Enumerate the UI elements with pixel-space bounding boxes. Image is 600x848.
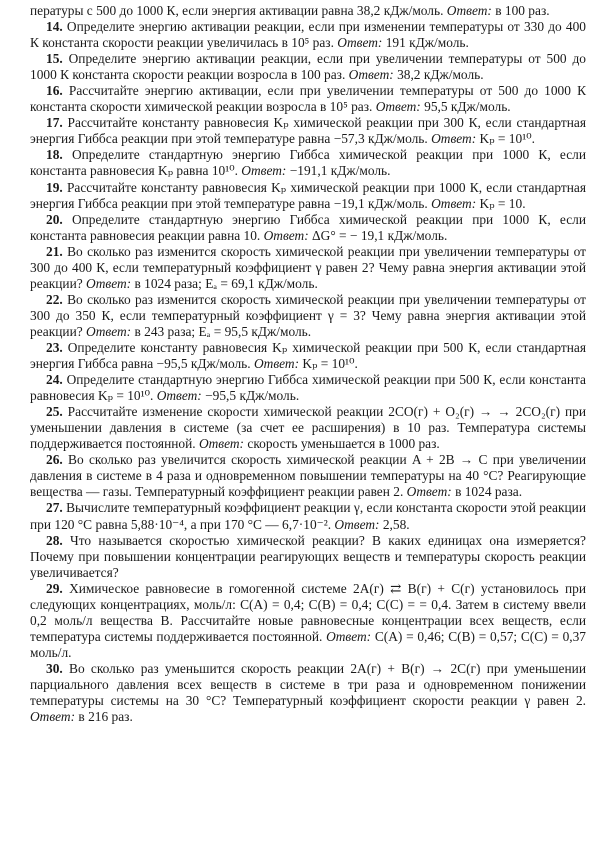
answer-label: Ответ: — [337, 35, 383, 51]
problem-number: 23. — [46, 339, 63, 355]
problem-23 — [30, 340, 586, 372]
answer-label: Ответ: — [348, 67, 394, 83]
problem-number: 30. — [46, 660, 63, 676]
answer-value: скорость уменьшается в 1000 раз. — [244, 436, 440, 452]
answer-value: Kₚ = 10¹⁰. — [299, 356, 358, 372]
problem-19 — [30, 180, 586, 212]
answer-value: ΔG° = − 19,1 кДж/моль. — [308, 227, 448, 243]
answer-value: в 1024 раза; Eₐ = 69,1 кДж/моль. — [131, 275, 318, 291]
answer-value: 38,2 кДж/моль. — [393, 67, 484, 83]
problem-text: Определите стандартную энергию Гиббса химической реакции при 1000 К, если константа равновесия Kₚ равна 10¹⁰. — [30, 147, 586, 179]
answer-value: −95,5 кДж/моль. — [201, 388, 300, 404]
problem-14 — [30, 19, 586, 51]
problem-22 — [30, 292, 586, 340]
problem-text: Определите энергию активации реакции, если при увеличении температуры от 500 до 1000 К константа скорости реакции возросла в 100 раз. — [30, 51, 586, 83]
problem-text: Химическое равновесие в гомогенной системе 2A(г) ⇄ B(г) + C(г) установилось при следующих концентрациях, моль/л: C(A) = 0,4; C(B) = 0,4; C(C) = = 0,4. Затем в систему ввели 0,2 моль/л вещества В. Рассчитайте новые равновесные концентрации всех веществ, если температура системы поддерживается постоянной. — [30, 580, 586, 644]
answer-value: в 1024 раза. — [451, 484, 523, 500]
answer-value: в 243 раза; Eₐ = 95,5 кДж/моль. — [131, 323, 312, 339]
problem-text: Определите энергию активации реакции, если при изменении температуры от 330 до 400 К константа скорости реакции увеличилась в 10⁵ раз. — [30, 19, 586, 51]
problem-text: Рассчитайте изменение скорости химической реакции 2CO(г) + O₂(г) → → 2CO₂(г) при уменьшении давления в системе (за счет ее расширения) в 10 раз. Температура системы поддерживается постоянной. — [30, 404, 586, 452]
answer-label: Ответ: — [156, 388, 202, 404]
problem-text: Во сколько раз уменьшится скорость реакции 2A(г) + B(г) → 2C(г) при уменьшении парциального давления всех веществ в системе в три раза и одновременном понижении температуры системы на 30 °C? Температурный коэффициент скорости реакции γ равен 2. — [30, 660, 586, 709]
answer-value: в 216 раз. — [75, 709, 133, 725]
problem-16 — [30, 83, 586, 115]
problem-text: пературы с 500 до 1000 К, если энергия активации равна 38,2 кДж/моль. — [30, 3, 447, 18]
problem-text: Определите стандартную энергию Гиббса химической реакции при 500 К, если константа равновесия Kₚ = 10¹⁰. — [30, 372, 586, 404]
problem-text: Во сколько раз изменится скорость химической реакции при увеличении температуры от 300 до 400 К, если температурный коэффициент γ равен 2? Чему равна энергия активации этой реакции? — [30, 243, 586, 291]
problem-number: 22. — [46, 291, 63, 307]
answer-label: Ответ: — [326, 628, 372, 644]
problem-27 — [30, 500, 586, 532]
problem-18 — [30, 147, 586, 179]
answer-value: 2,58. — [379, 516, 410, 532]
problem-number: 21. — [46, 243, 63, 259]
problem-21 — [30, 244, 586, 292]
problem-text: Во сколько раз увеличится скорость химической реакции A + 2B → C при увеличении давления в системе в 4 раза и одновременном повышении температуры на 40 °C? Реагирующие вещества — газы. Температурный коэффициент реакции равен 2. — [30, 452, 586, 500]
problem-25 — [30, 404, 586, 452]
problem-text: Рассчитайте константу равновесия Kₚ химической реакции при 1000 К, если стандартная энергия Гиббса реакции при этой температуре равна −19,1 кДж/моль. — [30, 179, 586, 211]
answer-label: Ответ: — [263, 227, 309, 243]
problem-number: 26. — [46, 452, 63, 468]
answer-value: в 100 раз. — [491, 3, 550, 18]
answer-label: Ответ: — [30, 709, 76, 725]
answer-value: Kₚ = 10¹⁰. — [476, 131, 535, 147]
answer-value: −191,1 кДж/моль. — [286, 163, 391, 179]
problem-number: 20. — [46, 211, 63, 227]
problem-17 — [30, 115, 586, 147]
problem-15 — [30, 51, 586, 83]
problem-number: 27. — [46, 500, 63, 516]
problem-number: 25. — [46, 404, 63, 420]
answer-label: Ответ: — [406, 484, 452, 500]
answer-label: Ответ: — [375, 99, 421, 115]
problem-text: Определите стандартную энергию Гиббса химической реакции при 1000 К, если константа равновесия реакции равна 10. — [30, 211, 586, 243]
problem-number: 18. — [46, 147, 63, 163]
problem-28 — [30, 533, 586, 581]
answer-label: Ответ: — [431, 195, 477, 211]
problem-text: Рассчитайте константу равновесия Kₚ химической реакции при 300 К, если стандартная энергия Гиббса реакции при этой температуре равна −57,3 кДж/моль. — [30, 115, 586, 147]
answer-label: Ответ: — [198, 436, 245, 452]
problem-26 — [30, 452, 586, 500]
answer-label: Ответ: — [334, 516, 380, 532]
problem-24 — [30, 372, 586, 404]
answer-label: Ответ: — [241, 163, 287, 179]
problem-30 — [30, 661, 586, 725]
problem-number: 16. — [46, 83, 63, 99]
problem-number: 24. — [46, 372, 63, 388]
answer-label: Ответ: — [86, 275, 132, 291]
problem-number: 19. — [46, 179, 63, 195]
problem-text: Во сколько раз изменится скорость химической реакции при увеличении температуры от 300 до 350 К, если температурный коэффициент γ = 3? Чему равна энергия активации этой реакции? — [30, 291, 586, 339]
problem-number: 28. — [46, 532, 63, 548]
problem-text: Что называется скоростью химической реакции? В каких единицах она измеряется? Почему при повышении концентрации реагирующих веществ и температуры скорость реакции увеличивается? — [30, 532, 586, 580]
problem-29 — [30, 581, 586, 661]
answer-label: Ответ: — [446, 3, 492, 18]
answer-label: Ответ: — [431, 131, 477, 147]
problem-20 — [30, 212, 586, 244]
problem-text: Рассчитайте энергию активации, если при увеличении температуры от 500 до 1000 К константа скорости химической реакции возросла в 10⁵ раз. — [30, 83, 586, 115]
problem-number: 14. — [46, 19, 63, 35]
answer-value: C(A) = 0,46; C(B) = 0,57; C(C) = 0,37 моль/л. — [30, 628, 586, 660]
answer-value: Kₚ = 10. — [476, 195, 526, 211]
problem-text: Вычислите температурный коэффициент реакции γ, если константа скорости этой реакции при 120 °C равна 5,88·10⁻⁴, а при 170 °C — 6,7·10⁻². — [30, 500, 586, 532]
problem-number: 29. — [46, 580, 63, 596]
answer-value: 191 кДж/моль. — [382, 35, 469, 51]
problem-text: Определите константу равновесия Kₚ химической реакции при 500 К, если стандартная энергия Гиббса равна −95,5 кДж/моль. — [30, 339, 586, 372]
answer-label: Ответ: — [253, 356, 300, 372]
answer-value: 95,5 кДж/моль. — [420, 99, 511, 115]
answer-label: Ответ: — [86, 323, 132, 339]
problem-number: 17. — [46, 115, 63, 131]
problem-number: 15. — [46, 51, 63, 67]
problem-13-continuation — [30, 3, 586, 19]
